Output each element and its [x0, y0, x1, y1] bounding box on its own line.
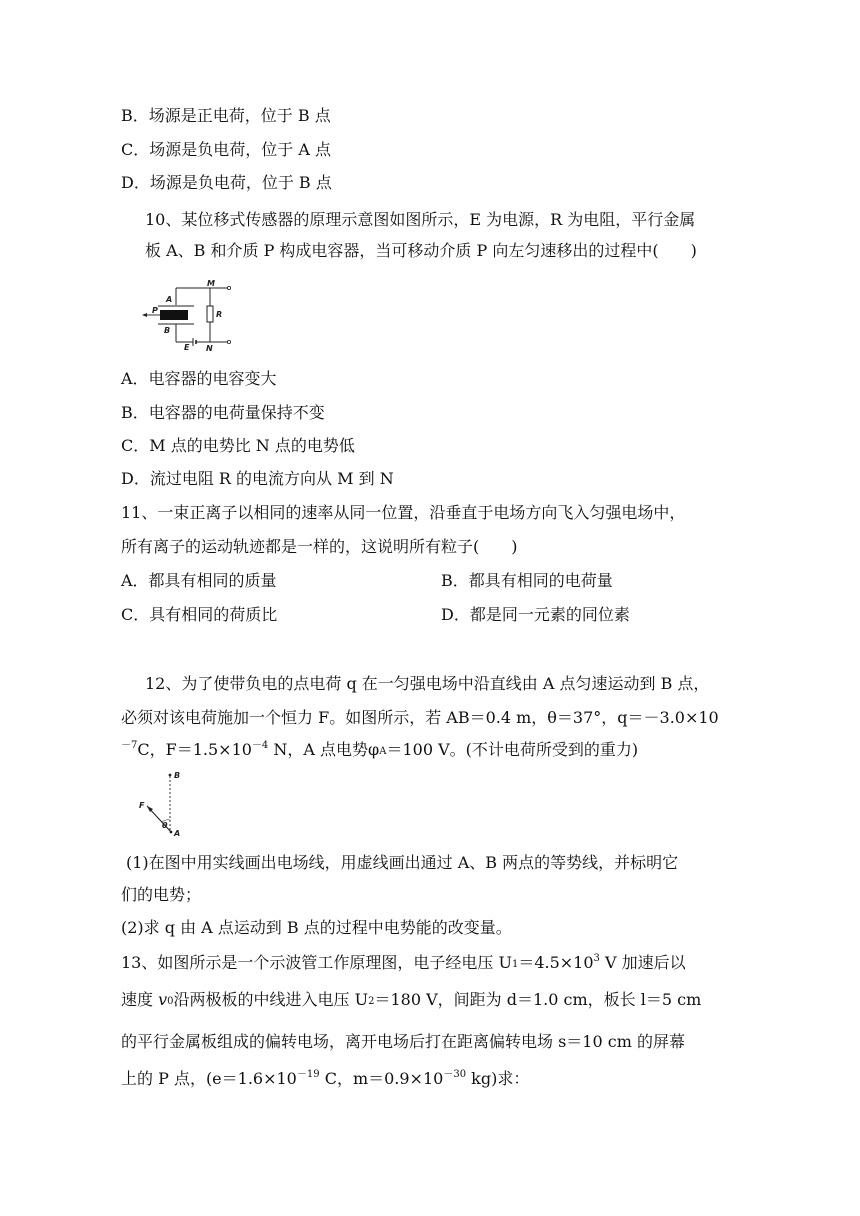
q10-option-b: B．电容器的电荷量保持不变: [121, 403, 325, 422]
q11-option-b: B．都具有相同的电荷量: [441, 571, 613, 590]
q13-line3: 的平行金属板组成的偏转电场，离开电场后打在距离偏转电场 s＝10 cm 的屏幕: [121, 1032, 685, 1051]
q12-part1-line2: 们的电势；: [121, 885, 202, 904]
q11-option-a: A．都具有相同的质量: [121, 571, 277, 590]
dielectric-p-shape: [160, 310, 188, 320]
q12-stem-line1: 12、为了使带负电的点电荷 q 在一匀强电场中沿直线由 A 点匀速运动到 B 点，: [145, 674, 710, 693]
q10-option-c: C．M 点的电势比 N 点的电势低: [121, 436, 355, 455]
q12-stem-line3: $^{-7}$C，$F=1.5\times 10^{-4}$ N，A 点电势$\varphi_A=100$ V。(不计电荷所受到的重力): [121, 740, 639, 759]
q10-circuit-figure: [140, 280, 240, 352]
q12-part1-line1: (1)在图中用实线画出电场线，用虚线画出通过 A、B 两点的等势线，并标明它: [126, 853, 679, 872]
q12-part2: (2)求 q 由 A 点运动到 B 点的过程中电势能的改变量。: [121, 918, 512, 937]
q11-option-d: D．都是同一元素的同位素: [441, 605, 630, 624]
q12-force-figure: [134, 768, 194, 840]
q11-stem-line2: 所有离子的运动轨迹都是一样的，这说明所有粒子( ): [121, 537, 518, 556]
label-f: F: [139, 801, 145, 810]
q9-option-b: B．场源是正电荷，位于 B 点: [121, 106, 331, 125]
q12-stem-line2: 必须对该电荷施加一个恒力 F。如图所示，若 AB＝0.4 m，θ＝37°，q＝－3.0×10: [121, 708, 719, 727]
label-n: N: [206, 344, 213, 352]
label-p: P: [152, 306, 158, 315]
q11-option-c: C．具有相同的荷质比: [121, 605, 278, 624]
q10-stem-line1: 10、某位移式传感器的原理示意图如图所示，E 为电源，R 为电阻，平行金属: [145, 210, 696, 229]
q10-option-a: A．电容器的电容变大: [121, 369, 277, 388]
q11-stem-line1: 11、一束正离子以相同的速率从同一位置，沿垂直于电场方向飞入匀强电场中，: [121, 503, 686, 522]
q13-line2: 速度 $v_0$沿两极板的中线进入电压 $U_2=180$ V，间距为 d＝1.0 cm，板长 l＝5 cm: [121, 990, 702, 1009]
label-theta: θ: [162, 821, 168, 830]
q13-line1: 13、如图所示是一个示波管工作原理图，电子经电压 $U_1=4.5\times 10^3$ V 加速后以: [121, 953, 686, 972]
label-e: E: [184, 343, 190, 352]
label-b: B: [164, 326, 171, 335]
q13-line4: 上的 P 点，($e=1.6\times 10^{-19}$ C，$m=0.9\times 10^{-30}$ kg)求：: [121, 1069, 530, 1088]
q9-option-d: D．场源是负电荷，位于 B 点: [121, 173, 332, 192]
label-r: R: [216, 310, 223, 319]
label-a: A: [166, 295, 173, 304]
q10-option-d: D．流过电阻 R 的电流方向从 M 到 N: [121, 469, 394, 488]
q9-option-c: C．场源是负电荷，位于 A 点: [121, 140, 331, 159]
label-m: M: [207, 280, 215, 288]
label-b: B: [174, 771, 181, 780]
q10-stem-line2: 板 A、B 和介质 P 构成电容器，当可移动介质 P 向左匀速移出的过程中( ): [145, 241, 697, 260]
resistor-r-shape: [207, 306, 213, 322]
label-a: A: [174, 829, 181, 838]
